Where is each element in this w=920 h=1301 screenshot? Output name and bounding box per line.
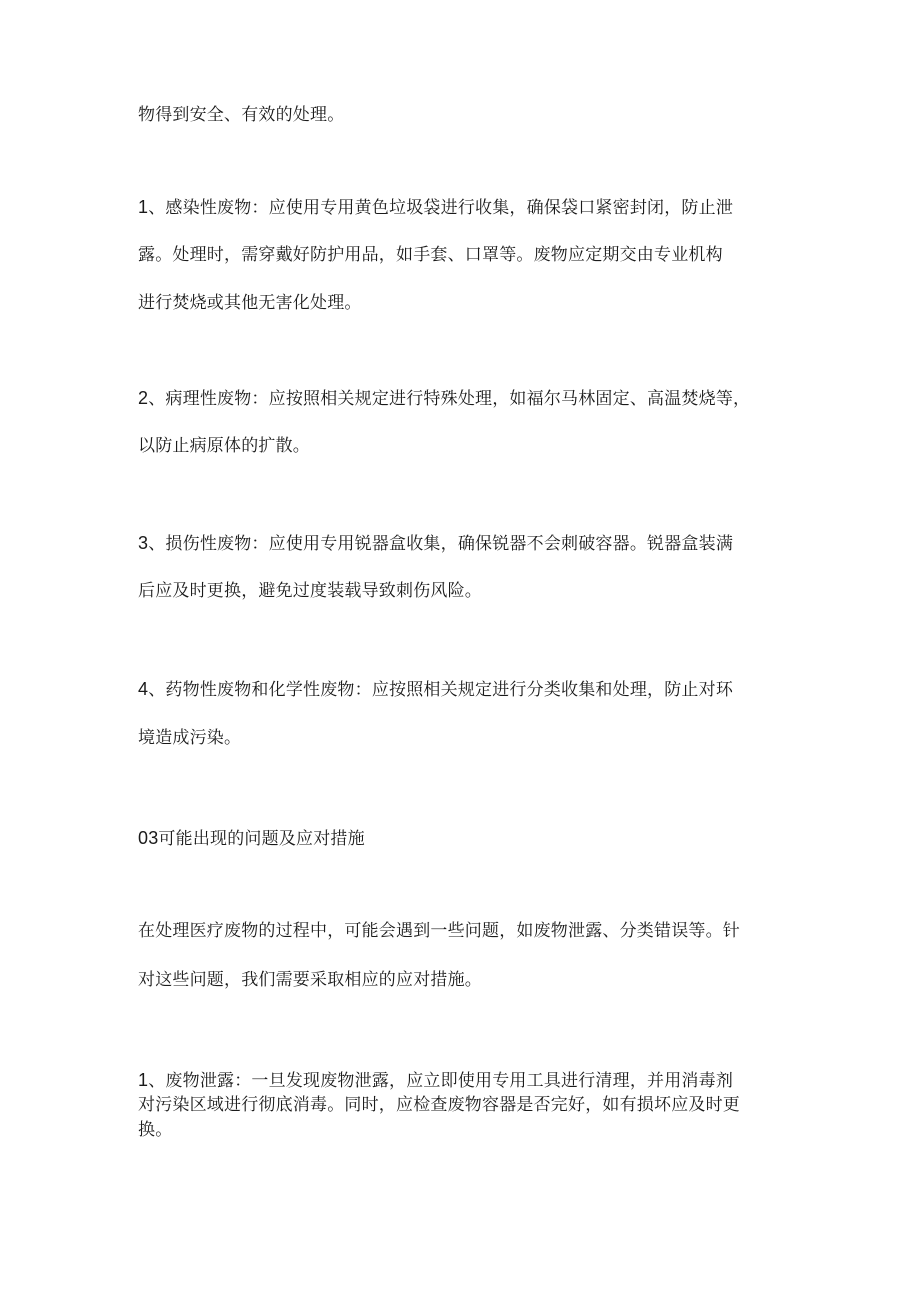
- section-3-number: 03: [138, 828, 159, 848]
- item-4-number: 4: [138, 679, 149, 699]
- measure-1-line-1: [138, 1069, 733, 1092]
- measure-1-line-2: 对污染区域进行彻底消毒。同时，应检查废物容器是否完好，如有损坏应及时更: [138, 1095, 740, 1115]
- item-2-number: 2: [138, 388, 149, 408]
- item-3-line-2: 后应及时更换，避免过度装载导致刺伤风险。: [138, 581, 482, 601]
- measure-1-text: 、废物泄露：一旦发现废物泄露，应立即使用专用工具进行清理，并用消毒剂: [148, 1071, 734, 1091]
- item-1-line-3: 进行焚烧或其他无害化处理。: [138, 293, 362, 313]
- item-1-text: 、感染性废物：应使用专用黄色垃圾袋进行收集，确保袋口紧密封闭，防止泄: [148, 198, 734, 218]
- item-4-line-2: 境造成污染。: [138, 728, 242, 748]
- item-4-line-1: [138, 678, 733, 701]
- section-3-heading: [138, 827, 365, 850]
- item-1-line-2: 露。处理时，需穿戴好防护用品，如手套、口罩等。废物应定期交由专业机构: [138, 245, 723, 265]
- intro-line-1: 物得到安全、有效的处理。: [138, 105, 345, 125]
- item-3-text: 、损伤性废物：应使用专用锐器盒收集，确保锐器不会刺破容器。锐器盒装满: [148, 534, 734, 554]
- item-3-number: 3: [138, 533, 149, 553]
- section-3-intro-line-1: 在处理医疗废物的过程中，可能会遇到一些问题，如废物泄露、分类错误等。针: [138, 921, 740, 941]
- item-2-text: 、病理性废物：应按照相关规定进行特殊处理，如福尔马林固定、高温焚烧等，: [148, 389, 751, 409]
- item-2-line-1: [138, 387, 750, 410]
- section-3-title: 可能出现的问题及应对措施: [158, 829, 365, 849]
- item-3-line-1: [138, 532, 733, 555]
- item-1-line-1: [138, 196, 733, 219]
- item-1-number: 1: [138, 197, 149, 217]
- measure-1-number: 1: [138, 1070, 149, 1090]
- measure-1-line-3: 换。: [138, 1120, 173, 1140]
- section-3-intro-line-2: 对这些问题，我们需要采取相应的应对措施。: [138, 970, 482, 990]
- item-2-line-2: 以防止病原体的扩散。: [138, 436, 310, 456]
- item-4-text: 、药物性废物和化学性废物：应按照相关规定进行分类收集和处理，防止对环: [148, 680, 734, 700]
